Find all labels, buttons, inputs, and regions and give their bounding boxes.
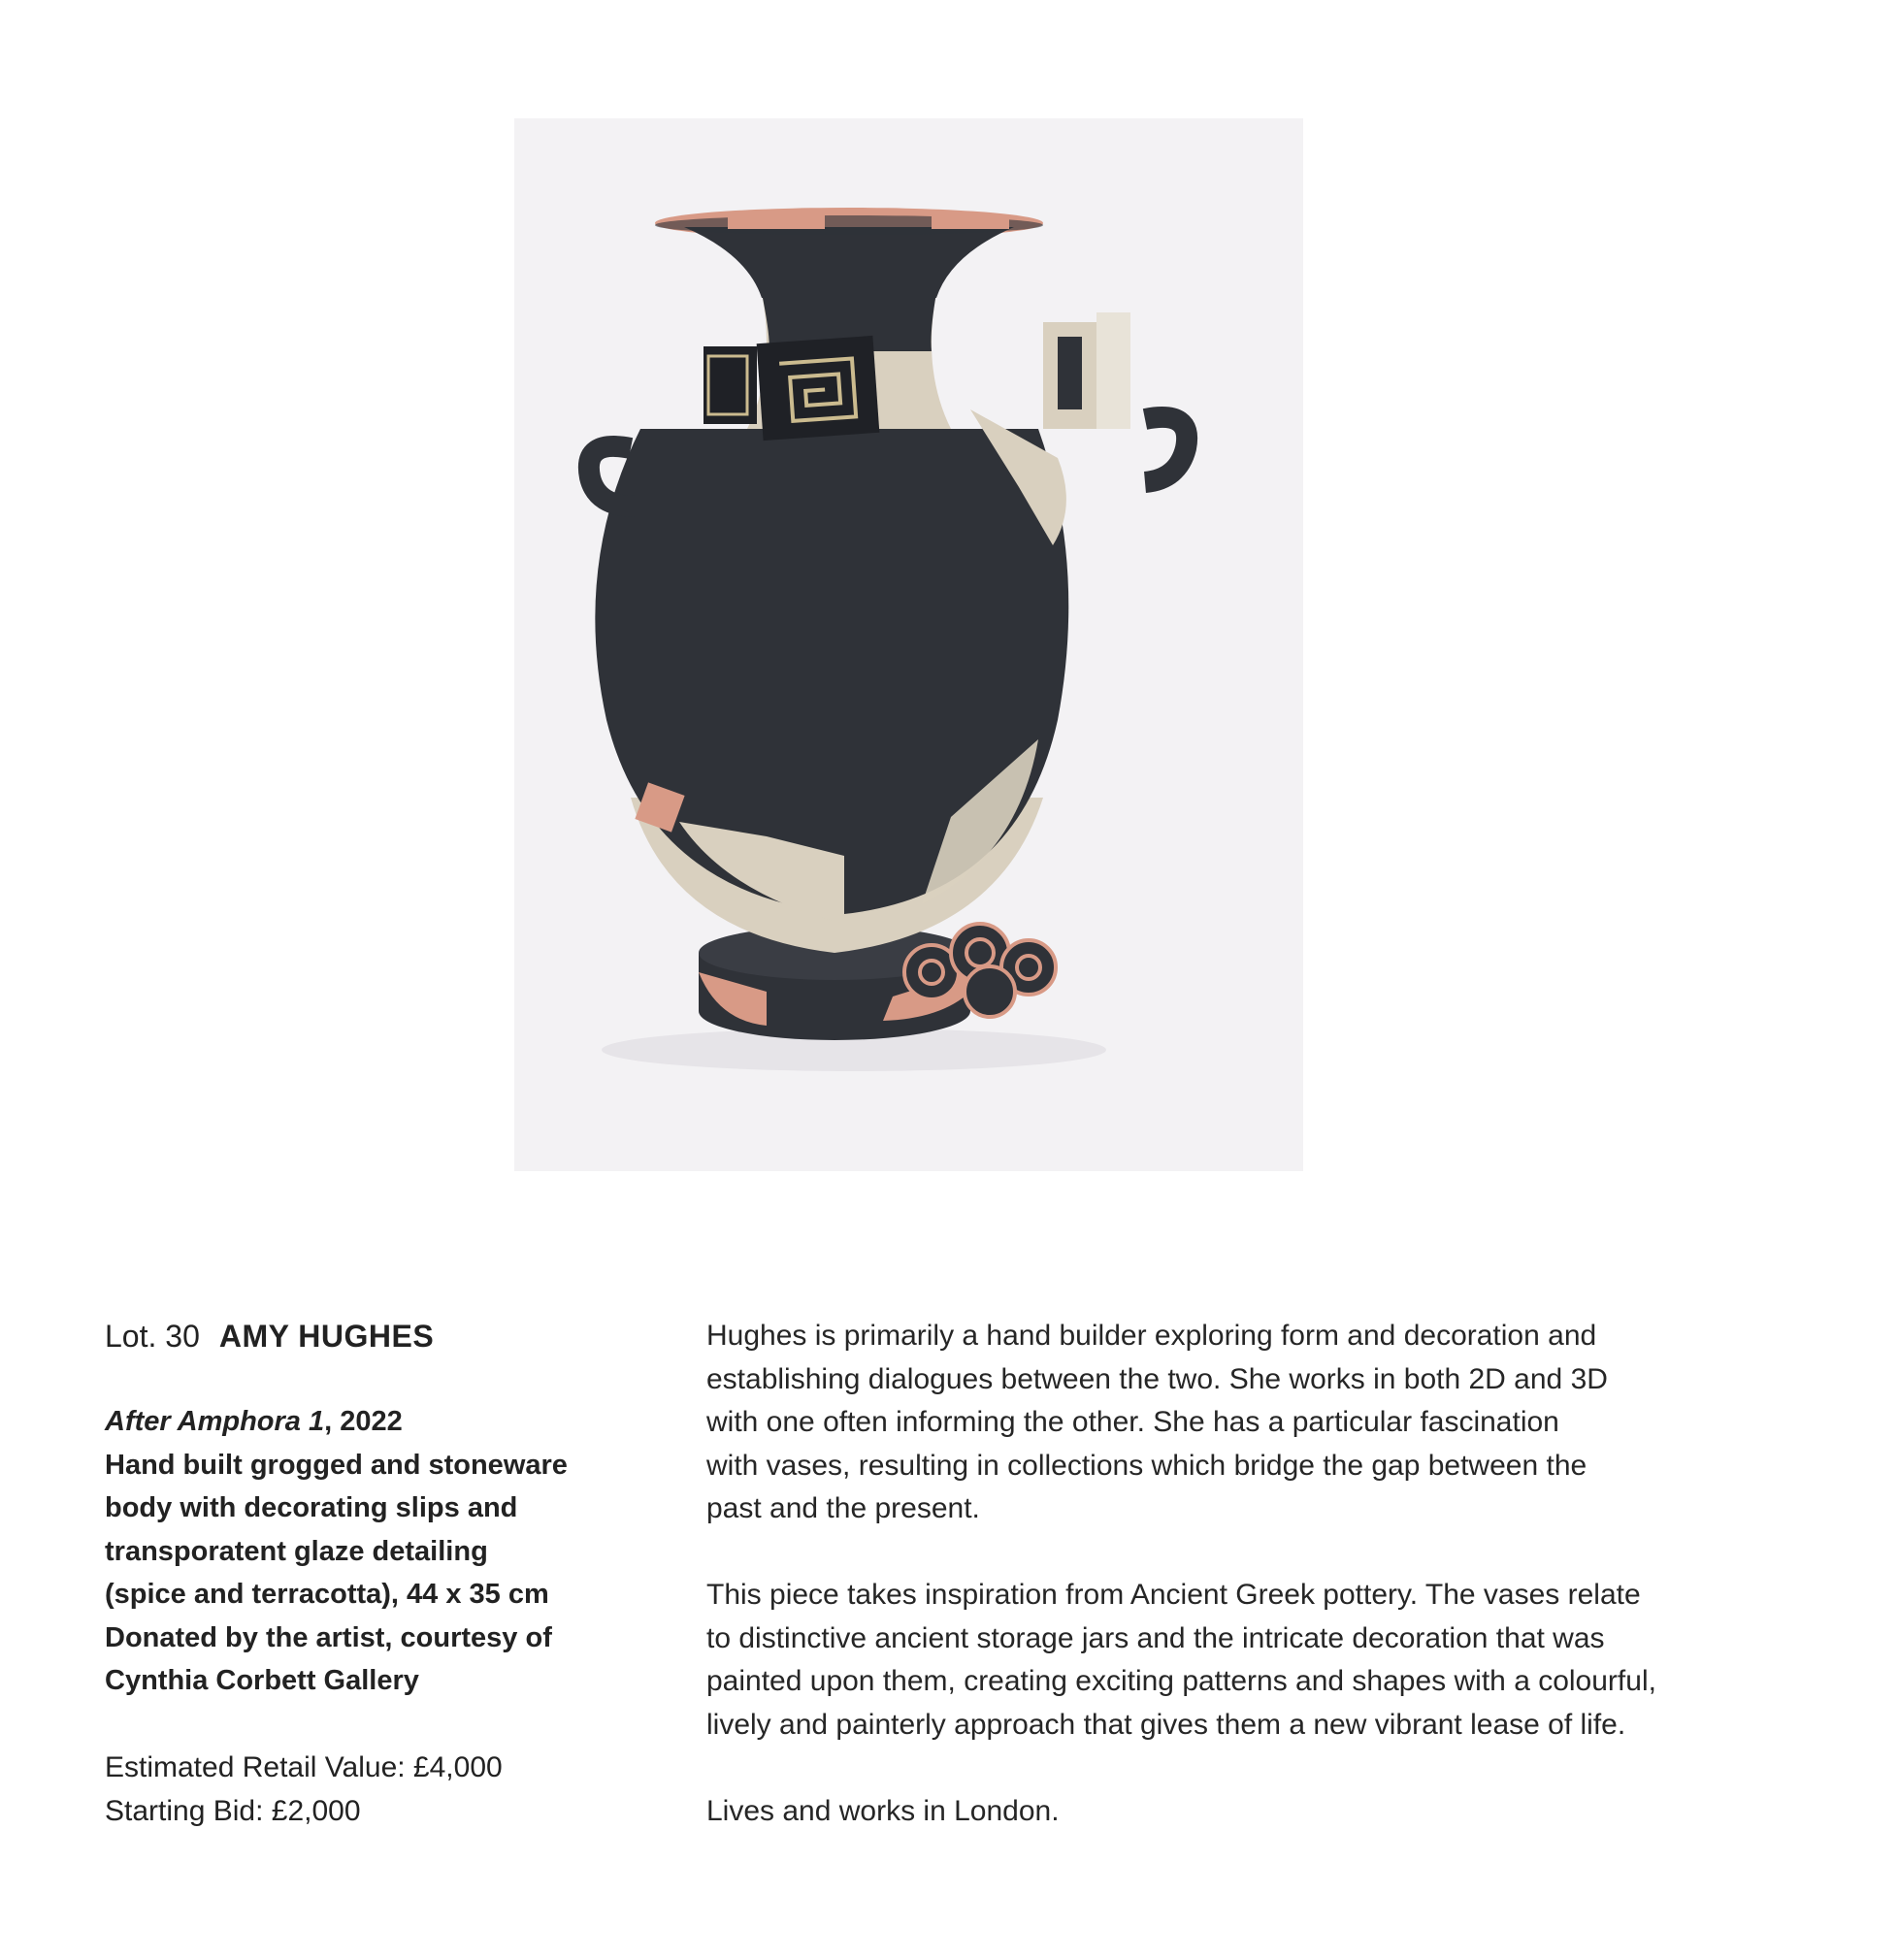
artwork-description: Hand built grogged and stoneware body with decorating slips and transporatent glaze detailing (spice and terracotta), 44 x 35 cm Donated by the artist, courtesy of Cynthia Corbett Gallery	[105, 1449, 568, 1696]
artwork-year: , 2022	[324, 1406, 403, 1437]
artwork-title-line	[105, 1400, 648, 1444]
amphora-vase-image	[514, 118, 1303, 1171]
lot-details	[105, 1315, 648, 1833]
artwork-details	[105, 1400, 648, 1703]
statement-paragraph-1: Hughes is primarily a hand builder exploring form and decoration and establishing dialogues between the two. She works in both 2D and 3D with one often informing the other. She has a particular fascination with vases, resulting in collections which bridge the gap between the past and the present.	[706, 1320, 1608, 1524]
estimated-value: Estimated Retail Value: £4,000	[105, 1750, 503, 1783]
artist-statement	[706, 1315, 1696, 1877]
statement-paragraph-2: This piece takes inspiration from Ancient Greek pottery. The vases relate to distinctive ancient storage jars and the intricate decoration that was painted upon them, creating exciting patterns and shapes with a colourful, lively and painterly approach that gives them a new vibrant lease of life.	[706, 1579, 1656, 1741]
starting-bid: Starting Bid: £2,000	[105, 1794, 361, 1827]
lot-heading	[105, 1315, 648, 1357]
artist-name: AMY HUGHES	[218, 1319, 435, 1354]
statement-paragraph-3: Lives and works in London.	[706, 1794, 1060, 1827]
lot-number: Lot. 30	[105, 1319, 200, 1354]
artwork-photo	[514, 118, 1303, 1171]
valuation	[105, 1746, 648, 1833]
artwork-title: After Amphora 1	[105, 1406, 325, 1437]
